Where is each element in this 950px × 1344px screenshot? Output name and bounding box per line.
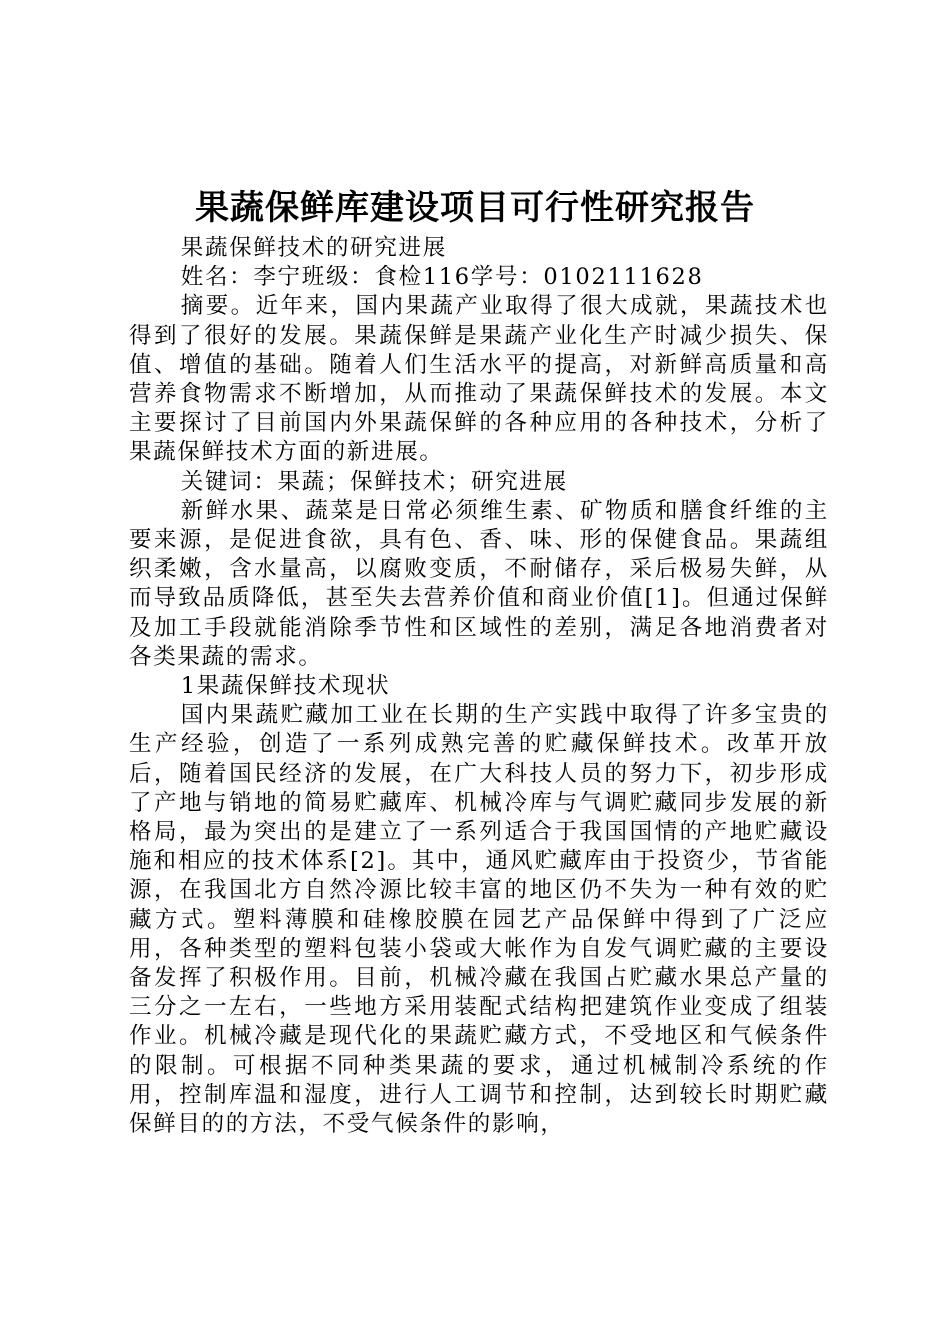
section-body-paragraph: 国内果蔬贮藏加工业在长期的生产实践中取得了许多宝贵的生产经验，创造了一系列成熟完善的贮藏保鲜技术。改革开放后，随着国民经济的发展，在广大科技人员的努力下，初步形成了产地与销地的简易贮藏库、机械冷库与气调贮藏同步发展的新格局，最为突出的是建立了一系列适合于我国国情的产地贮藏设施和相应的技术体系[2]。其中，通风贮藏库由于投资少，节省能源，在我国北方自然冷源比较丰富的地区仍不失为一种有效的贮藏方式。塑料薄膜和硅橡胶膜在园艺产品保鲜中得到了广泛应用，各种类型的塑料包装小袋或大帐作为自发气调贮藏的主要设备发挥了积极作用。目前，机械冷藏在我国占贮藏水果总产量的三分之一左右，一些地方采用装配式结构把建筑作业变成了组装作业。机械冷藏是现代化的果蔬贮藏方式，不受地区和气候条件的限制。可根据不同种类果蔬的要求，通过机械制冷系统的作用，控制库温和湿度，进行人工调节和控制，达到较长时期贮藏保鲜目的的方法，不受气候条件的影响， (129, 702, 829, 1138)
document-body (129, 234, 829, 1139)
author-info-paragraph: 姓名：李宁班级：食检116学号：0102111628 (180, 264, 704, 291)
subtitle-paragraph: 果蔬保鲜技术的研究进展 (180, 235, 447, 261)
section-heading: 1果蔬保鲜技术现状 (180, 673, 391, 700)
abstract-paragraph: 摘要。近年来，国内果蔬产业取得了很大成就，果蔬技术也得到了很好的发展。果蔬保鲜是果蔬产业化生产时减少损失、保值、增值的基础。随着人们生活水平的提高，对新鲜高质量和高营养食物需求不断增加，从而推动了果蔬保鲜技术的发展。本文主要探讨了目前国内外果蔬保鲜的各种应用的各种技术，分析了果蔬保鲜技术方面的新进展。 (129, 293, 829, 466)
keywords-paragraph: 关键词：果蔬；保鲜技术；研究进展 (180, 468, 568, 495)
document-title: 果蔬保鲜库建设项目可行性研究报告 (195, 188, 755, 228)
intro-paragraph: 新鲜水果、蔬菜是日常必须维生素、矿物质和膳食纤维的主要来源，是促进食欲，具有色、香、味、形的保健食品。果蔬组织柔嫩，含水量高，以腐败变质，不耐储存，采后极易失鲜，从而导致品质降低，甚至失去营养价值和商业价值[1]。但通过保鲜及加工手段就能消除季节性和区域性的差别，满足各地消费者对各类果蔬的需求。 (129, 497, 829, 670)
